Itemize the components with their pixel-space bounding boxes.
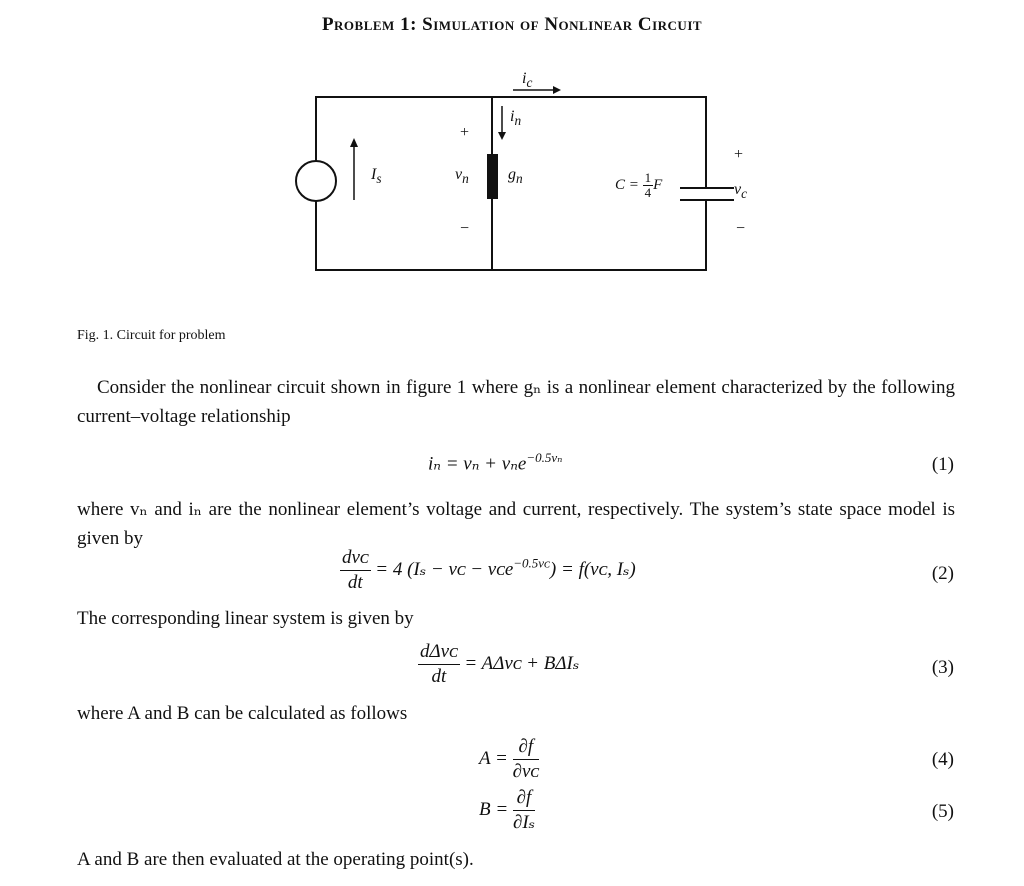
is-label: $I_s$ [371, 166, 382, 187]
figure-caption: Fig. 1. Circuit for problem [77, 328, 226, 343]
capacitance-label: C = $\frac{1}{4}$ F [615, 170, 663, 200]
paragraph: where vₙ and iₙ are the nonlinear element’s voltage and current, respectively. The system’s state space model is given by [77, 499, 955, 549]
vn-minus: − [460, 220, 470, 237]
vc-label: $v_c$ [734, 181, 748, 202]
equation-number: (2) [931, 563, 954, 584]
paragraph: A and B are then evaluated at the operating point(s). [77, 849, 474, 870]
in-label: $i_n$ [510, 108, 522, 129]
equation-number: (1) [931, 454, 954, 475]
vn-plus: + [460, 124, 470, 141]
equation-1: iₙ = vₙ + vₙe$^{-0.5v_n}$ [428, 450, 563, 475]
title-word: of [520, 14, 540, 35]
title-word: Nonlinear [544, 14, 633, 35]
circuit-wires [0, 0, 1024, 320]
paragraph: Consider the nonlinear circuit shown in figure 1 where gₙ is a nonlinear element characterized by the following current–voltage relationship [77, 377, 955, 427]
title-word: Problem [321, 14, 395, 35]
title-word: Simulation [422, 14, 515, 35]
equation-number: (5) [931, 801, 954, 822]
vc-minus: − [736, 220, 746, 237]
bottom-wire [316, 200, 706, 270]
equation-2: $\frac{\text{dvᴄ}}{dt}$ = 4 (Iₛ − vᴄ − vᴄe$^{-0.5vᴄ}$) = f(vᴄ, Iₛ) [342, 547, 636, 593]
equation-3: $\frac{\text{dΔvᴄ}}{dt}$ = AΔvᴄ + BΔIₛ [420, 641, 580, 687]
equation-number: (4) [931, 749, 954, 770]
equation-5: B = $\frac{\partial f}{\text{∂Iₛ}}$ [479, 787, 536, 833]
vn-label: $v_n$ [455, 166, 469, 187]
title-word: 1: [400, 14, 417, 35]
vc-plus: + [734, 146, 744, 163]
current-source-icon [296, 161, 336, 201]
ic-label: $i_c$ [522, 70, 533, 91]
paragraph: where A and B can be calculated as follows [77, 703, 408, 724]
gn-label: $g_n$ [508, 166, 523, 187]
equation-number: (3) [931, 657, 954, 678]
equation-4: A = $\frac{\partial f}{\text{∂vᴄ}}$ [479, 736, 539, 782]
paragraph: The corresponding linear system is given by [77, 608, 414, 629]
title-word: Circuit [637, 14, 703, 35]
nonlinear-element [487, 154, 498, 199]
circuit-diagram [0, 0, 1024, 320]
